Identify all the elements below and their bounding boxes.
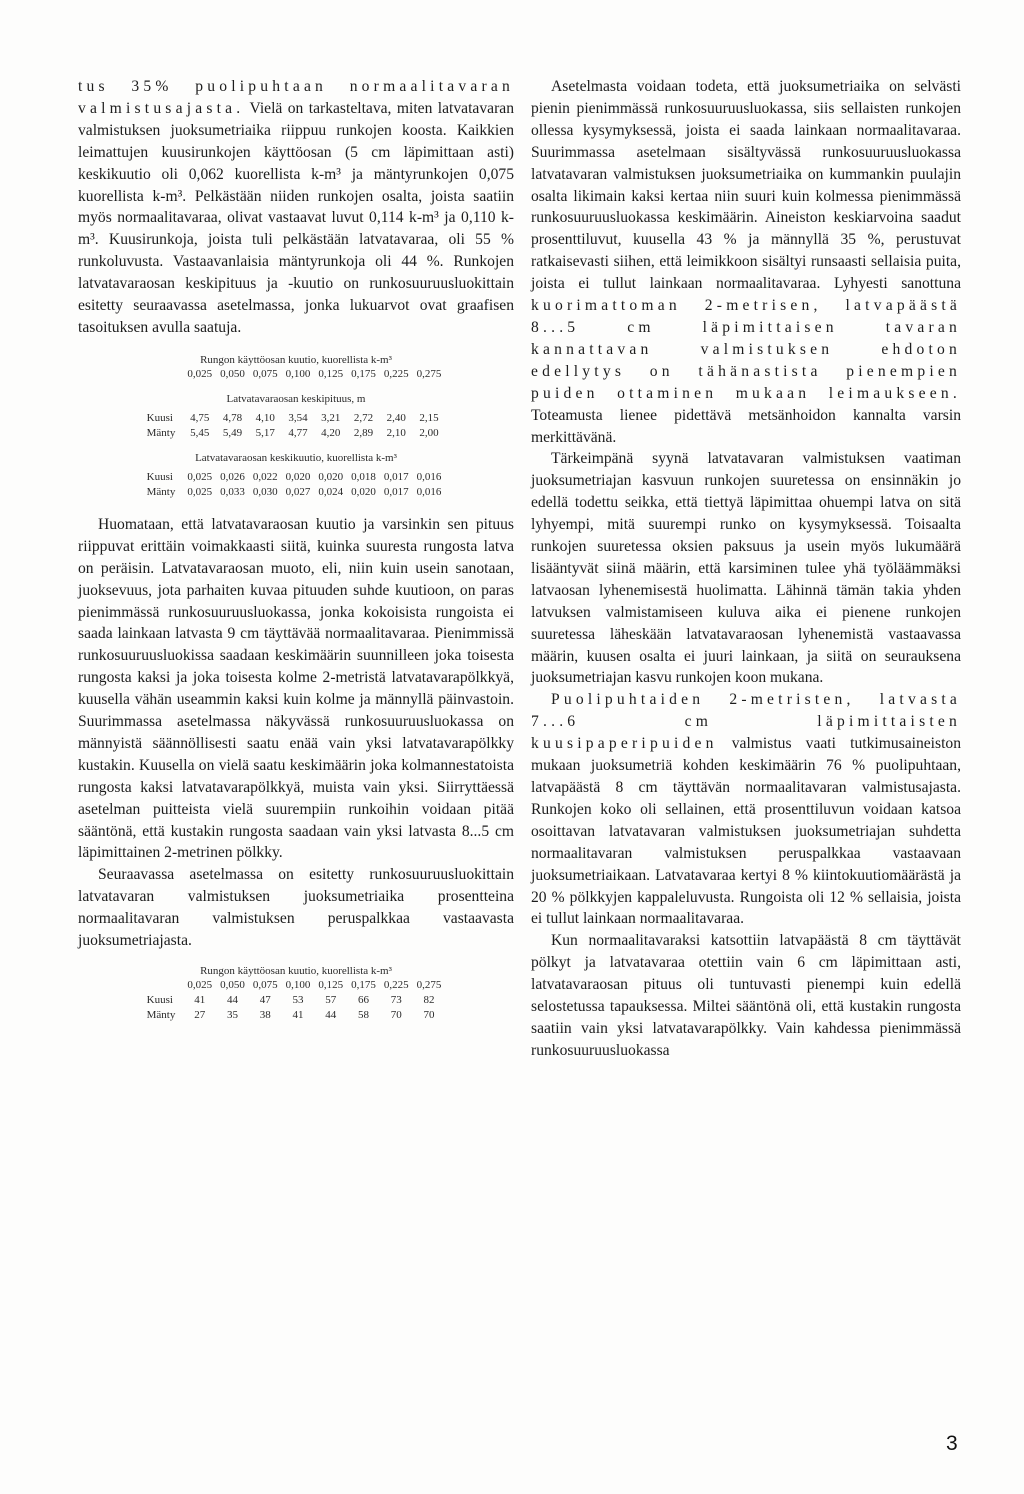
table-header-cell: 0,050 [220,979,245,991]
table-cell: 2,10 [386,426,406,439]
table-cell: 0,033 [220,485,245,498]
table-cell: 35 [226,1009,238,1021]
table-cell: 57 [325,994,337,1006]
row-label: Mänty [146,485,176,498]
table-running-metre-time [78,964,514,1023]
row-label: Mänty [146,1009,176,1021]
body-text: Vielä on tarkasteltava, miten latvatavaran valmistuksen juoksumetriaika riippuu runkojen koosta. Kaikkien leimattujen kuusirunkojen käyttöosan (5 cm läpimittaan asti) keskikuutio oli 0,062 kuorellista k-m³ ja mäntyrunkojen 0,075 kuorellista k-m³. Pelkästään niiden runkojen osalta, joista saatiin myös normaalitavaraa, olivat vastaavat luvut 0,114 k-m³ ja 0,110 k-m³. Kuusirunkoja, joista tuli pelkästään latvatavaraa, oli 55 % runkoluvusta. Vastaavanlaisia mäntyrunkoja oli 44 %. Runkojen latvatavaraosan keskipituus ja -kuutio on runkosuuruusluokittain esitetty seuraavassa asetelmassa, jonka lukuarvot ovat graafisen tasoituksen avulla saatuja. [78,99,514,336]
table-cell: 5,17 [255,426,275,439]
row-label: Kuusi [146,470,173,483]
paragraph: Kun normaalitavaraksi katsottiin latvapäästä 8 cm täyttävät pölkyt ja latvatavaraa otettiin vain 6 cm läpimittaan asti, latvatavaraosan pituus oli tuntuvasti pienempi kuin edellä selostetussa tapauksessa. Miltei sääntönä oli, että kustakin rungosta saatiin vain yksi latvatavarapölkky. Vain kahdessa pienimmässä runkosuuruusluokassa [531,932,961,1059]
table-cell: 0,017 [383,470,409,483]
table-header-cell: 0,025 [187,367,213,380]
table-header-cell: 0,025 [187,979,213,991]
table-title: Rungon käyttöosan kuutio, kuorellista k-m³ [200,965,392,977]
table-cell: 27 [194,1009,206,1021]
table-cell: 70 [423,1009,435,1021]
table-cell: 44 [226,994,238,1006]
table-cell: 82 [423,994,435,1006]
row-label: Kuusi [146,994,173,1006]
table-section-title: Latvatavaraosan keskipituus, m [226,392,366,405]
table-cell: 0,025 [187,470,213,483]
table-cell: 2,72 [353,411,374,424]
table-cell: 41 [292,1009,304,1021]
table-grid [147,978,446,1023]
table-cell [147,978,184,993]
table-cell: 0,016 [416,470,442,483]
table-row [147,411,446,426]
spaced-text: tus 35% puolipuhtaan normaalitavaran valmistusajasta. [78,78,514,117]
table-section-row [147,441,446,470]
table-cell: 0,022 [252,470,278,483]
table-title: Rungon käyttöosan kuutio, kuorellista k-m³ [200,353,392,366]
paragraph [531,76,961,448]
table-cell: 4,20 [321,426,341,439]
table-cell: 0,030 [252,485,278,498]
table-cell: 4,78 [222,411,243,424]
table-cell: 0,016 [416,485,442,498]
table-row [147,485,446,500]
paragraph: Huomataan, että latvatavaraosan kuutio ja varsinkin sen pituus riippuvat erittäin voimakkaasti siitä, kuinka suuresta rungosta latva on peräisin. Latvatavaraosan muoto, eli, niin kuin usein sanotaan, juoksevuus, jota parhaiten kuvaa pituuden suhde kuutioon, on paras pienimmässä runkosuuruusluokassa, jonka kokoisista rungoista ei saada lainkaan latvasta 9 cm täyttävää normaalitavaraa. Pienimmissä runkosuuruusluokissa saadaan keskimäärin suunnilleen joka toisesta rungosta kaksi ja joka toisesta kolme 2-metristä latvatavarapölkkyä, kuusella vähän useammin kaksi kuin kolme ja männyllä päinvastoin. Suurimmassa asetelmassa näkyvässä runkosuuruusluokassa on männyistä säännöllisesti saatu enää vain yksi latvatavarapölkky kustakin. Kuusella on vielä saatu keskimäärin joka kolmannestatoista rungosta kaksi latvatavarapölkkyä, muista vain yksi. Siirryttäessä asetelman puitteista vielä suurempiin runkoihin voidaan pitää sääntönä, että kustakin rungosta saadaan vain yksi latvasta 8...5 cm läpimittainen 2-metrinen pölkky. [78,515,514,862]
table-cell: 41 [194,994,206,1006]
table-cell: 73 [390,994,402,1006]
spaced-text: Puolipuhtaiden 2-metristen, latvasta 7...6 cm läpimittaisten kuusipaperipuiden [531,691,961,753]
table-cell: 0,025 [187,485,213,498]
table-cell: 4,77 [288,426,308,439]
paragraph [531,689,961,930]
table-cell: 2,15 [419,411,439,424]
table-section-title: Latvatavaraosan keskikuutio, kuorellista k-m³ [195,451,397,464]
table-cell: 2,40 [386,411,406,424]
table-row [147,1008,446,1023]
paragraph: Tärkeimpänä syynä latvatavaran valmistuksen vaatiman juoksumetriajan kasvuun runkojen suuretessa on ensinnäkin jo edellä todettu seikka, että tiettyä läpimittaa ohuempi latva on sitä lyhyempi, mitä suurempi runko on kysymyksessä. Toisaalta runkojen suuretessa oksien paksuus ja usein myös lukumäärä lisääntyvät siinä määrin, että karsiminen tulee yhä työläämmäksi latvaosan lyhenemisestä huolimatta. Lähinnä tämän takia yhden latvuksen valmistamiseen kuluva aika ei pienene runkojen suuretessa läheskään latvatavaraosan lyhenemistä vastaavassa määrin, kuusen osalta ei juuri lainkaan, ja siitä on seurauksena juoksumetriajan kasvu runkojen koon mukana. [531,450,961,687]
body-text: Toteamusta lienee pidettävä metsänhoidon kannalta varsin merkittävänä. [531,406,961,446]
table-cell: 2,89 [353,426,374,439]
table-grid [147,367,446,500]
table-cell: 0,024 [318,485,344,498]
table-header-cell: 0,125 [318,979,344,991]
table-cell: 0,020 [318,470,344,483]
table-header-cell: 0,100 [285,367,311,380]
body-text: valmistus vaati tutkimusaineiston mukaan juoksumetriä kohden keskimäärin 76 % puolipuhtaan, latvapäästä 8 cm täyttävän normaalitavaran valmistusajasta. Runkojen koko oli sellainen, että prosenttiluvun voidaan katsoa osoittavan latvatavaran valmistuksen juoksumetriajan suhdetta normaalitavaran valmistuksen peruspalkkaa vastaavaan juoksumetriaikaan. Latvatavaraa kertyi 8 % kiintokuutiomäärästä ja 20 % pölkkyjen kappaleluvusta. Rungoista oli 12 % sellaisia, joista ei tullut lainkaan normaalitavaraa. [531,735,961,928]
table-cell: 4,75 [190,411,210,424]
table-cell: 0,017 [383,485,409,498]
table-header-cell: 0,175 [351,979,376,991]
table-header-cell: 0,275 [416,367,442,380]
table-cell: 5,45 [190,426,210,439]
table-section-row [147,382,446,411]
table-header-row [147,367,446,382]
table-header-cell: 0,075 [252,367,278,380]
table-header-cell: 0,225 [383,367,409,380]
table-cell: 4,10 [255,411,275,424]
table-cell: 58 [357,1009,369,1021]
table-header-cell: 0,275 [416,979,442,991]
table-cell: 53 [292,994,304,1006]
table-stem-volume-top-length [78,353,514,500]
table-cell: 44 [325,1009,337,1021]
table-cell: 70 [390,1009,402,1021]
row-label: Kuusi [146,411,173,424]
row-label: Mänty [146,426,176,439]
table-cell: 0,020 [351,485,376,498]
table-cell: 2,00 [419,426,439,439]
page-number: 3 [946,1432,958,1455]
table-row [147,993,446,1008]
table-cell: 3,54 [288,411,308,424]
body-text: Asetelmasta voidaan todeta, että juoksumetriaika on selvästi pienin pienimmässä runkosuuruusluokassa, siis sellaisten runkojen ollessa kysymyksessä, joista ei saada lainkaan normaalitavaraa. Suurimmassa asetelmaan sisältyvässä runkosuuruusluokassa latvatavaran valmistuksen juoksumetriaika on kummankin puulajin osalta likimain kaksi kertaa niin suuri kuin kolmessa pienimmässä runkosuuruusluokassa keskimäärin. Aineiston keskiarvoina saadut prosenttiluvut, kuusella 43 % ja männyllä 35 %, perustuvat ratkaisevasti siihen, että leimikkoon sisältyi runsaasti sellaisia puita, joista ei tullut lainkaan normaalitavaraa. Lyhyesti sanottuna [531,78,961,293]
table-header-cell: 0,050 [220,367,245,380]
table-cell: 5,49 [222,426,243,439]
table-header-cell: 0,100 [285,979,311,991]
table-cell: 0,020 [285,470,311,483]
table-cell: 66 [357,994,369,1006]
table-cell: 38 [259,1009,271,1021]
table-header-cell: 0,225 [383,979,409,991]
table-cell: 0,018 [351,470,376,483]
table-row [147,426,446,441]
right-column [531,76,961,1062]
table-cell: 47 [259,994,271,1006]
table-header-cell: 0,125 [318,367,344,380]
table-cell: 3,21 [321,411,341,424]
table-cell [147,367,184,382]
table-cell: 0,027 [285,485,311,498]
paragraph: Seuraavassa asetelmassa on esitetty runkosuuruusluokittain latvatavaran valmistuksen juoksumetriaika prosentteina normaalitavaran valmistuksen peruspalkkaa vastaavasta juoksumetriajasta. [78,866,514,950]
spaced-text: kuorimattoman 2-metrisen, latvapäästä 8...5 cm läpimittaisen tavaran kannattavan valmistuksen ehdoton edellytys on tähänastista pienempien puiden ottaminen mukaan leimaukseen. [531,297,961,402]
table-header-cell: 0,075 [252,979,278,991]
table-cell: 0,026 [220,470,245,483]
left-column [78,76,514,1023]
table-row [147,470,446,485]
table-header-row [147,978,446,993]
paragraph [78,76,514,339]
table-header-cell: 0,175 [351,367,376,380]
